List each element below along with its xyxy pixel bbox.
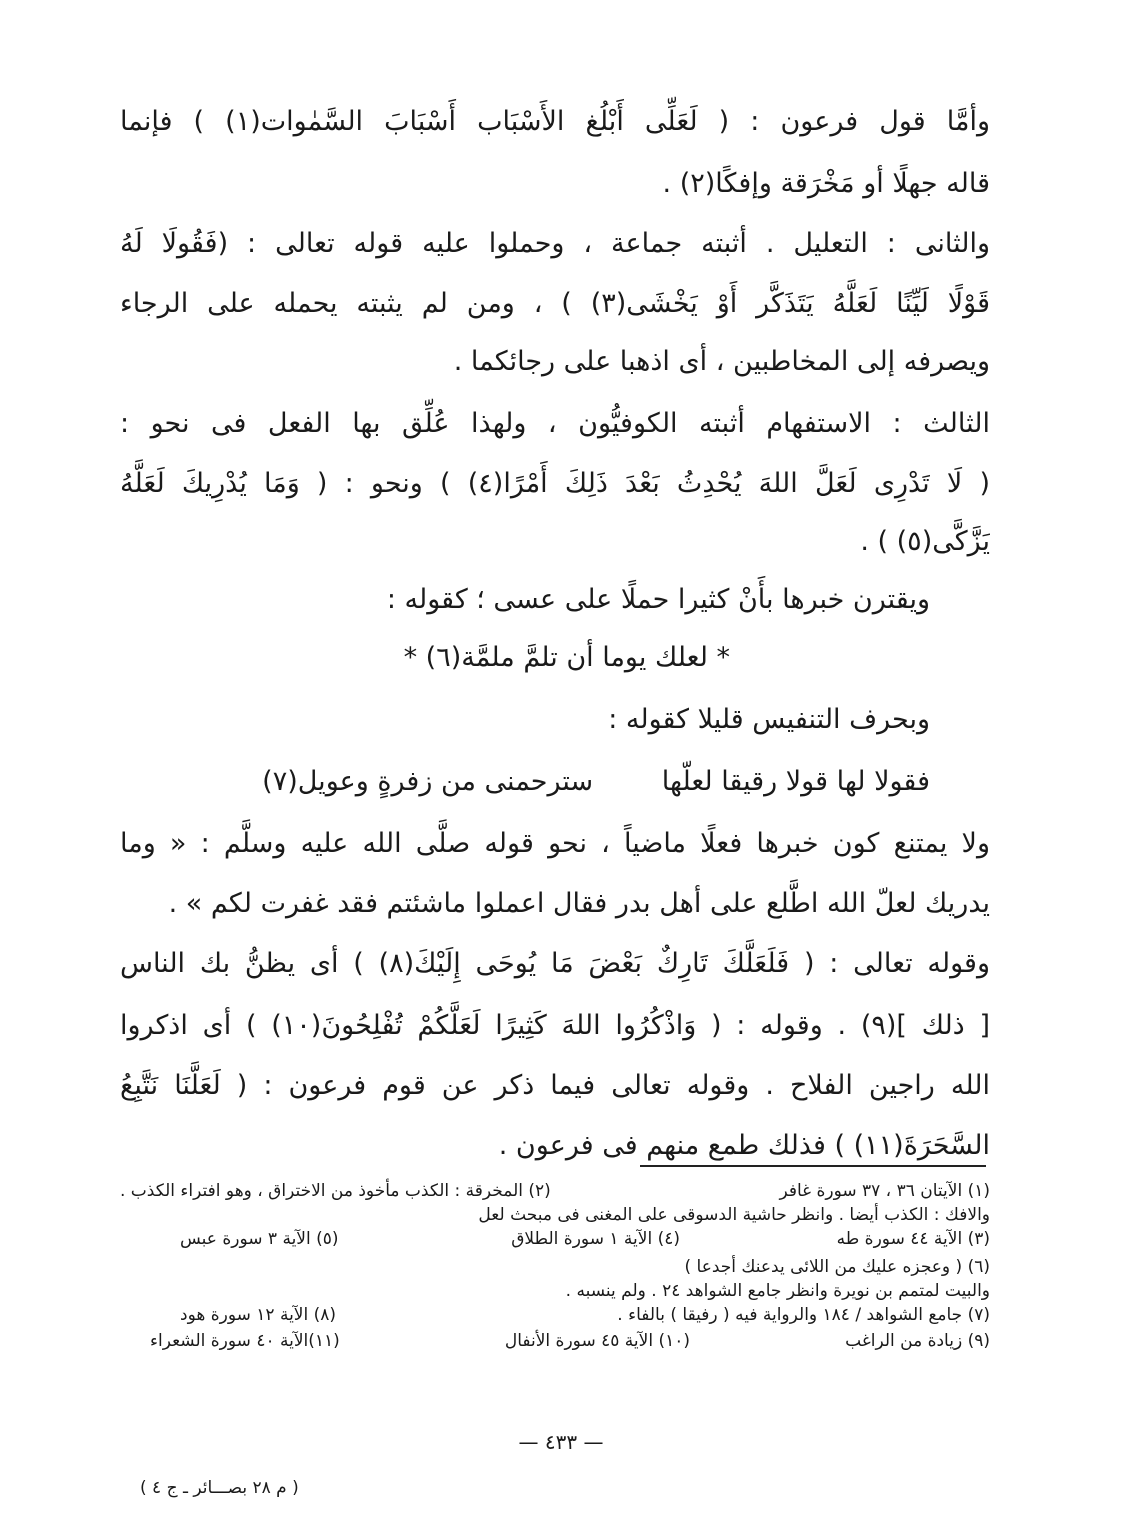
footnote-row — [120, 1226, 990, 1252]
text-line: قَوْلًا لَيِّنًا لَعَلَّهُ يَتَذَكَّر أَوْ يَخْشَى(٣) ) ، ومن لم يثبته يحمله على الرجاء — [120, 288, 990, 319]
text-line: يدريك لعلّ الله اطَّلع على أهل بدر فقال اعملوا ماشئتم فقد غفرت لكم » . — [168, 888, 990, 919]
text-line: يَزَّكَّى(٥) ) . — [860, 526, 990, 557]
footnote-10: (١٠) الآية ٤٥ سورة الأنفال — [504, 1331, 690, 1351]
footnote-row — [120, 1278, 990, 1304]
footnote-2-cont: والافك : الكذب أيضا . وانظر حاشية الدسوقى على المغنى فى مبحث لعل — [478, 1205, 990, 1225]
footnote-5: (٥) الآية ٣ سورة عبس — [180, 1229, 339, 1249]
footnote-row — [120, 1254, 990, 1280]
footnote-6: (٦) ( وعجزه عليك من اللائى يدعنك أجدعا ) — [684, 1257, 990, 1277]
text-line: ويصرفه إلى المخاطبين ، أى اذهبا على رجائكما . — [453, 346, 990, 377]
footnote-row — [120, 1178, 990, 1204]
verse-hemistich-2: سترحمنى من زفرةٍ وعويل(٧) — [262, 766, 594, 797]
footnote-7: (٧) جامع الشواهد / ١٨٤ والرواية فيه ( رفيقا ) بالفاء . — [617, 1305, 990, 1325]
text-line: السَّحَرَةَ(١١) ) فذلك طمع منهم فى فرعون . — [498, 1130, 990, 1161]
text-line: [ ذلك ](٩) . وقوله : ( وَاذْكُرُوا اللهَ كَثِيرًا لَعَلَّكُمْ تُفْلِحُونَ(١٠) ) أى اذكروا — [120, 1010, 990, 1041]
page-number: — ٤٣٣ — — [518, 1430, 604, 1454]
text-line: الثالث : الاستفهام أثبته الكوفيُّون ، ولهذا عُلِّق بها الفعل فى نحو : — [120, 408, 990, 439]
text-line: الله راجين الفلاح . وقوله تعالى فيما ذكر عن قوم فرعون : ( لَعَلَّنَا نَتَّبِعُ — [120, 1070, 990, 1101]
footnote-separator — [640, 1165, 986, 1167]
footnote-9: (٩) زيادة من الراغب — [845, 1331, 990, 1351]
text-line: وقوله تعالى : ( فَلَعَلَّكَ تَارِكٌ بَعْضَ مَا يُوحَى إِلَيْكَ(٨) ) أى يظنُّ بك الناس — [120, 948, 990, 979]
text-line: وبحرف التنفيس قليلا كقوله : — [608, 704, 930, 735]
footnote-4: (٤) الآية ١ سورة الطلاق — [511, 1229, 680, 1249]
verse-line — [120, 752, 990, 812]
quoted-verse: * لعلك يوما أن تلمَّ ملمَّة(٦) * — [403, 642, 730, 673]
text-line: ( لَا تَدْرِى لَعَلَّ اللهَ يُحْدِثُ بَعْدَ ذَلِكَ أَمْرًا(٤) ) ونحو : ( وَمَا يُدْرِيكَ لَعَلَّهُ — [120, 468, 990, 499]
footnote-6-cont: والبيت لمتمم بن نويرة وانظر جامع الشواهد ٢٤ . ولم ينسبه . — [565, 1281, 990, 1301]
footnote-row — [120, 1302, 990, 1328]
printer-signature: ( م ٢٨ بصـــائر ـ ج ٤ ) — [140, 1478, 299, 1498]
footnote-3: (٣) الآية ٤٤ سورة طه — [836, 1229, 990, 1249]
verse-hemistich-1: فقولا لها قولا رقيقا لعلّها — [661, 766, 930, 797]
footnote-row — [120, 1202, 990, 1228]
footnote-1: (١) الآيتان ٣٦ ، ٣٧ سورة غافر — [779, 1181, 990, 1201]
text-line: والثانى : التعليل . أثبته جماعة ، وحملوا عليه قوله تعالى : (فَقُولَا لَهُ — [120, 228, 990, 259]
footnote-8: (٨) الآية ١٢ سورة هود — [180, 1305, 337, 1325]
text-line: وأمَّا قول فرعون : ( لَعَلِّى أَبْلُغ الأَسْبَاب أَسْبَابَ السَّمٰوات(١) ) فإنما — [120, 106, 990, 137]
text-line: ولا يمتنع كون خبرها فعلًا ماضياً ، نحو قوله صلَّى الله عليه وسلَّم : « وما — [120, 828, 990, 859]
text-line: قاله جهلًا أو مَخْرَقة وإفكًا(٢) . — [662, 168, 990, 199]
footnote-11: (١١)الآية ٤٠ سورة الشعراء — [150, 1331, 340, 1351]
footnote-2: (٢) المخرقة : الكذب مأخوذ من الاختراق ، وهو افتراء الكذب . — [120, 1181, 551, 1201]
footnote-row — [120, 1328, 990, 1354]
text-line: ويقترن خبرها بأَنْ كثيرا حملًا على عسى ؛ كقوله : — [386, 584, 930, 615]
